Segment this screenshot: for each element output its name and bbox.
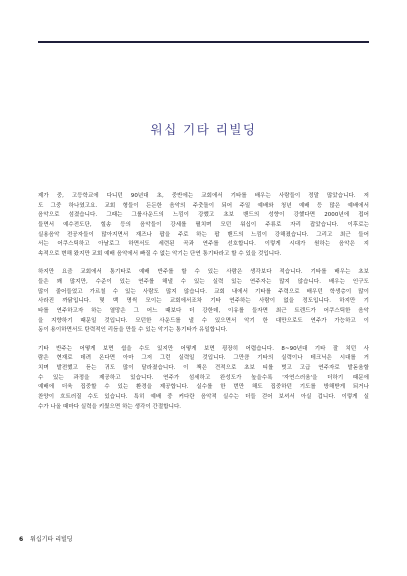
text-line: 사라진 까닭입니다. 몇 백 명씩 모이는 교회에서조차 기타 연주하는 사람이 없을 정도입니다. 하지만 기 [38,298,369,305]
text-line: 타를 연주하고자 하는 열망은 그 어느 때보다 더 강한데, 이유를 들자면 최근 트렌드가 어쿠스틱한 음악 [38,308,369,315]
text-line: 속적으로 변해 왔지만 교회 예배 음악에서 빠질 수 없는 악기는 단연 통기타라고 할 수 있을 것입니다. [38,251,282,258]
text-line: 하지만 요즘 교회에서 통기타로 예배 반주를 할 수 있는 사람은 생각보다 적습니다. 기타를 배우는 초보 [38,269,369,276]
text-line: 치며 발전했고 듣는 귀도 많이 달라졌습니다. 이 책은 견적으로 초보 티를 벗고 고급 연주자로 발돋움할 [38,365,369,371]
running-title: 워십기타 리빌딩 [30,536,73,543]
text-line: 기타 반주는 어떻게 보면 쉽을 수도 있지만 어떻게 보면 굉장히 어렵습니다. 8~90년대 기타 잘 치던 사 [38,345,369,352]
text-line: 동이 용이하면서도 탄력적인 리듬을 만들 수 있는 악기는 통기타가 유일합니다. [38,327,228,334]
text-line: 들면서 예수전도단, 힐송 등의 음악들이 강세를 펼치며 모던 워십이 주류로 자리 잡았습니다. 이후로는 [38,222,369,229]
paragraph [38,268,369,336]
page-footer [19,534,73,543]
paragraph [38,345,369,413]
text-line: 수 있는 과정을 제공하고 있습니다. 연주가 섬세하고 완성도가 높을수록 '자연스러움'을 더하기 때문에 [38,374,369,381]
text-line: 찬양이 흐트러질 수도 있습니다. 특히 예배 중 커다란 음악적 실수는 더들 걷어 보셔서 아실 겁니다. 이렇게 실 [38,394,369,401]
text-line: 도 그중 하나였고요. 교회 형들이 든든한 음악의 주춧돌이 되어 주일 예배와 청년 예배 등 많은 예배에서 [38,202,369,209]
paragraph [38,192,369,260]
page-number: 6 [19,536,24,543]
text-line: 실용음악 전공자들이 많아지면서 재즈나 팝을 주로 하는 팝 밴드의 느낌이 강해졌습니다. 그리고 최근 들어 [38,231,369,238]
text-line: 음악으로 섬겼습니다. 그때는 그룹사운드의 느낌이 강했고 초보 밴드의 성향이 강했다면 2000년에 접어 [38,212,369,219]
text-line: 들은 꽤 많지만, 수준이 있는 연주를 해낼 수 있는 실력 있는 연주자는 많지 않습니다. 배우는 인구도 [38,279,369,285]
body-text [38,192,369,421]
page-title: 워십 기타 리빌딩 [150,122,257,137]
top-rule [38,41,369,43]
text-line: 수가 나올 때마다 실력을 키웠으면 하는 생각이 간절합니다. [38,403,182,410]
text-line: 을 지향하기 때문일 것입니다. 모던한 사운드를 낼 수 있으면서 악기 한 대만으로도 연주가 가능하고 이 [38,317,369,324]
text-line: 람은 현재로 데려 온다면 아마 그저 그런 실력일 것입니다. 그만큼 기타의 실력이나 테크닉은 시대를 거 [38,355,369,362]
text-line: 많이 줄어들었고 가르칠 수 있는 사람도 많지 않습니다. 교회 내에서 기타를 주력으로 배우던 학생층이 많이 [38,288,369,295]
text-line: 서는 어쿠스틱하고 아날로그 하면서도 세련된 곡과 연주를 선호합니다. 이렇게 시대가 원하는 음악은 지 [38,241,369,248]
text-line: 제가 중, 고등학교에 다니던 90년대 초, 중반에는 교회에서 기타를 배우는 사람들이 정말 많았습니다. 저 [38,193,369,199]
text-line: 예배에 더욱 집중할 수 있는 환경을 제공합니다. 실수를 한 번만 해도 집중하던 기도를 방해받게 되거나 [38,384,369,391]
